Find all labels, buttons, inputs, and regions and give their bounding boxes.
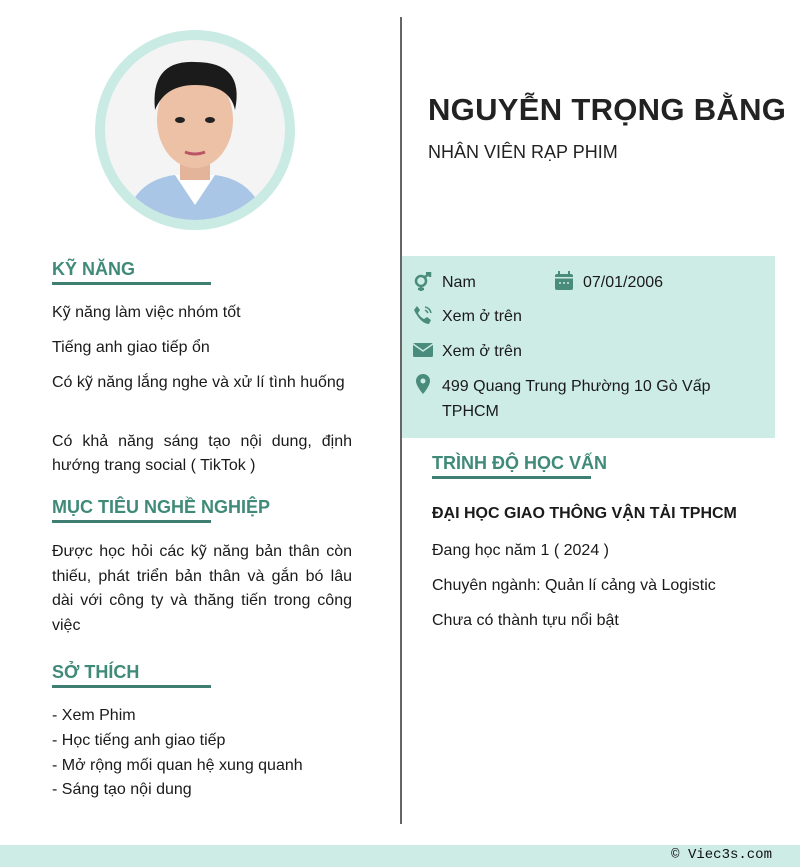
objective-underline (52, 520, 211, 523)
skills-underline (52, 282, 211, 285)
birthday-value: 07/01/2006 (583, 274, 664, 291)
objective-text: Được học hỏi các kỹ năng bản thân còn thiếu, phát triển bản thân và gắn bó lâu dài với công ty và thăng tiến trong công việc (52, 543, 352, 634)
education-achievement: Chưa có thành tựu nổi bật (432, 612, 619, 629)
address-value: 499 Quang Trung Phường 10 Gò Vấp TPHCM (442, 378, 711, 420)
education-year: Đang học năm 1 ( 2024 ) (432, 542, 609, 559)
education-underline (432, 476, 591, 479)
candidate-name: NGUYỄN TRỌNG BẰNG (428, 92, 787, 127)
objective-heading: MỤC TIÊU NGHỀ NGHIỆP (52, 497, 271, 517)
contact-panel (402, 256, 775, 438)
hobbies-underline (52, 685, 211, 688)
hobbies-heading: SỞ THÍCH (52, 662, 140, 682)
phone-value: Xem ở trên (442, 308, 522, 325)
profile-photo (105, 40, 285, 220)
email-icon (413, 340, 433, 360)
gender-icon (413, 272, 433, 292)
education-major: Chuyên ngành: Quản lí cảng và Logistic (432, 577, 716, 594)
skill-item: Tiếng anh giao tiếp ổn (52, 339, 210, 356)
calendar-icon (554, 271, 574, 291)
footer-bar (0, 845, 800, 867)
avatar (95, 30, 295, 230)
location-pin-icon (413, 374, 433, 394)
skills-heading: KỸ NĂNG (52, 259, 136, 279)
footer-copyright: © Viec3s.com (671, 847, 772, 863)
phone-icon (413, 305, 433, 325)
school-name: ĐẠI HỌC GIAO THÔNG VẬN TẢI TPHCM (432, 505, 737, 522)
gender-value: Nam (442, 274, 476, 291)
hobby-item: - Mở rộng mối quan hệ xung quanh (52, 757, 303, 774)
skill-item: Có kỹ năng lắng nghe và xử lí tình huống (52, 374, 345, 391)
hobby-item: - Sáng tạo nội dung (52, 781, 192, 798)
skill-item: Kỹ năng làm việc nhóm tốt (52, 304, 241, 321)
skill-item: Có khả năng sáng tạo nội dung, định hướng trang social ( TikTok ) (52, 433, 352, 474)
education-heading: TRÌNH ĐỘ HỌC VẤN (432, 453, 607, 473)
hobby-item: - Học tiếng anh giao tiếp (52, 732, 226, 749)
candidate-position: NHÂN VIÊN RẠP PHIM (428, 142, 618, 162)
email-value: Xem ở trên (442, 343, 522, 360)
hobby-item: - Xem Phim (52, 707, 136, 724)
